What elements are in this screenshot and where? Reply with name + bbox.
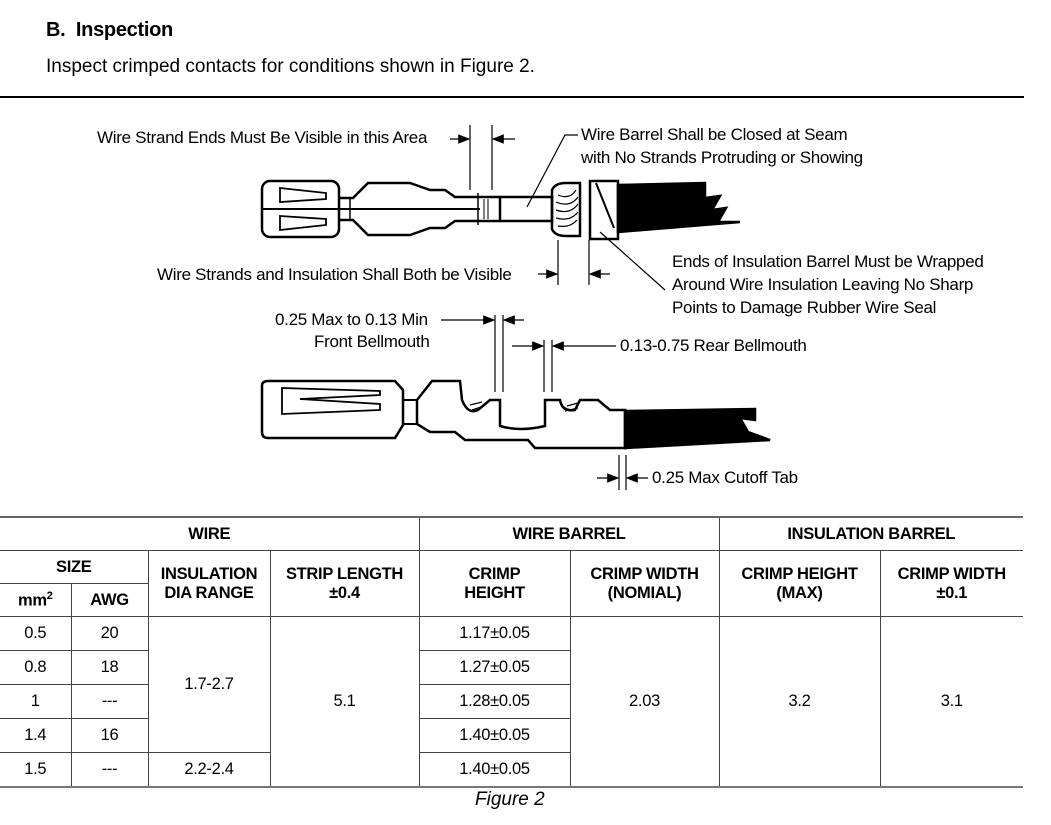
callout-barrel-seam-2: with No Strands Protruding or Showing <box>581 148 863 167</box>
cell-awg: --- <box>71 685 148 719</box>
cell-crimp-height: 1.17±0.05 <box>419 617 570 651</box>
header-wb-crimp-height: CRIMP HEIGHT <box>419 551 570 617</box>
cell-crimp-height: 1.27±0.05 <box>419 651 570 685</box>
top-contact-drawing <box>262 181 740 239</box>
callout-insulation-barrel-3: Points to Damage Rubber Wire Seal <box>672 298 937 317</box>
cell-crimp-height: 1.40±0.05 <box>419 753 570 788</box>
intro-text: Inspect crimped contacts for conditions shown in Figure 2. <box>46 56 535 77</box>
group-header-wire: WIRE <box>0 517 419 551</box>
cell-mm2: 1.5 <box>0 753 71 788</box>
bottom-contact-drawing <box>262 381 770 448</box>
callout-front-bellmouth-1: 0.25 Max to 0.13 Min <box>275 310 428 329</box>
cell-insulation-range: 2.2-2.4 <box>148 753 270 788</box>
group-header-insulation-barrel: INSULATION BARREL <box>719 517 1023 551</box>
callout-barrel-seam-1: Wire Barrel Shall be Closed at Seam <box>581 125 848 144</box>
callout-strands-insulation: Wire Strands and Insulation Shall Both be Visible <box>157 265 512 284</box>
figure-caption: Figure 2 <box>475 789 545 810</box>
cell-insulation-range: 1.7-2.7 <box>148 617 270 753</box>
table-row <box>0 617 1023 651</box>
callout-cutoff-tab: 0.25 Max Cutoff Tab <box>652 468 798 487</box>
callout-rear-bellmouth: 0.13-0.75 Rear Bellmouth <box>620 336 807 355</box>
header-size: SIZE <box>0 551 148 584</box>
cell-ib-crimp-height: 3.2 <box>719 617 880 788</box>
cell-wb-crimp-width: 2.03 <box>570 617 719 788</box>
cell-strip-length: 5.1 <box>270 617 419 788</box>
header-strip-length: STRIP LENGTH ±0.4 <box>270 551 419 617</box>
crimp-spec-table <box>0 516 1023 788</box>
cell-awg: --- <box>71 753 148 788</box>
cell-crimp-height: 1.40±0.05 <box>419 719 570 753</box>
callout-strand-ends: Wire Strand Ends Must Be Visible in this Area <box>97 128 428 147</box>
section-heading: B. Inspection <box>46 19 173 41</box>
cell-awg: 18 <box>71 651 148 685</box>
callout-insulation-barrel-1: Ends of Insulation Barrel Must be Wrapped <box>672 252 984 271</box>
callout-insulation-barrel-2: Around Wire Insulation Leaving No Sharp <box>672 275 974 294</box>
cell-ib-crimp-width: 3.1 <box>880 617 1023 788</box>
callout-front-bellmouth-2: Front Bellmouth <box>314 332 430 351</box>
header-wb-crimp-width: CRIMP WIDTH (NOMIAL) <box>570 551 719 617</box>
cell-mm2: 0.8 <box>0 651 71 685</box>
header-awg: AWG <box>71 584 148 617</box>
cell-mm2: 1 <box>0 685 71 719</box>
cell-awg: 20 <box>71 617 148 651</box>
header-mm2: $mm^2$ <box>0 584 71 617</box>
cell-crimp-height: 1.28±0.05 <box>419 685 570 719</box>
header-ib-crimp-height: CRIMP HEIGHT (MAX) <box>719 551 880 617</box>
cell-mm2: 1.4 <box>0 719 71 753</box>
divider <box>0 96 1024 98</box>
cell-mm2: 0.5 <box>0 617 71 651</box>
cell-awg: 16 <box>71 719 148 753</box>
group-header-wire-barrel: WIRE BARREL <box>419 517 719 551</box>
header-insulation-dia-range: INSULATION DIA RANGE <box>148 551 270 617</box>
header-ib-crimp-width: CRIMP WIDTH ±0.1 <box>880 551 1023 617</box>
